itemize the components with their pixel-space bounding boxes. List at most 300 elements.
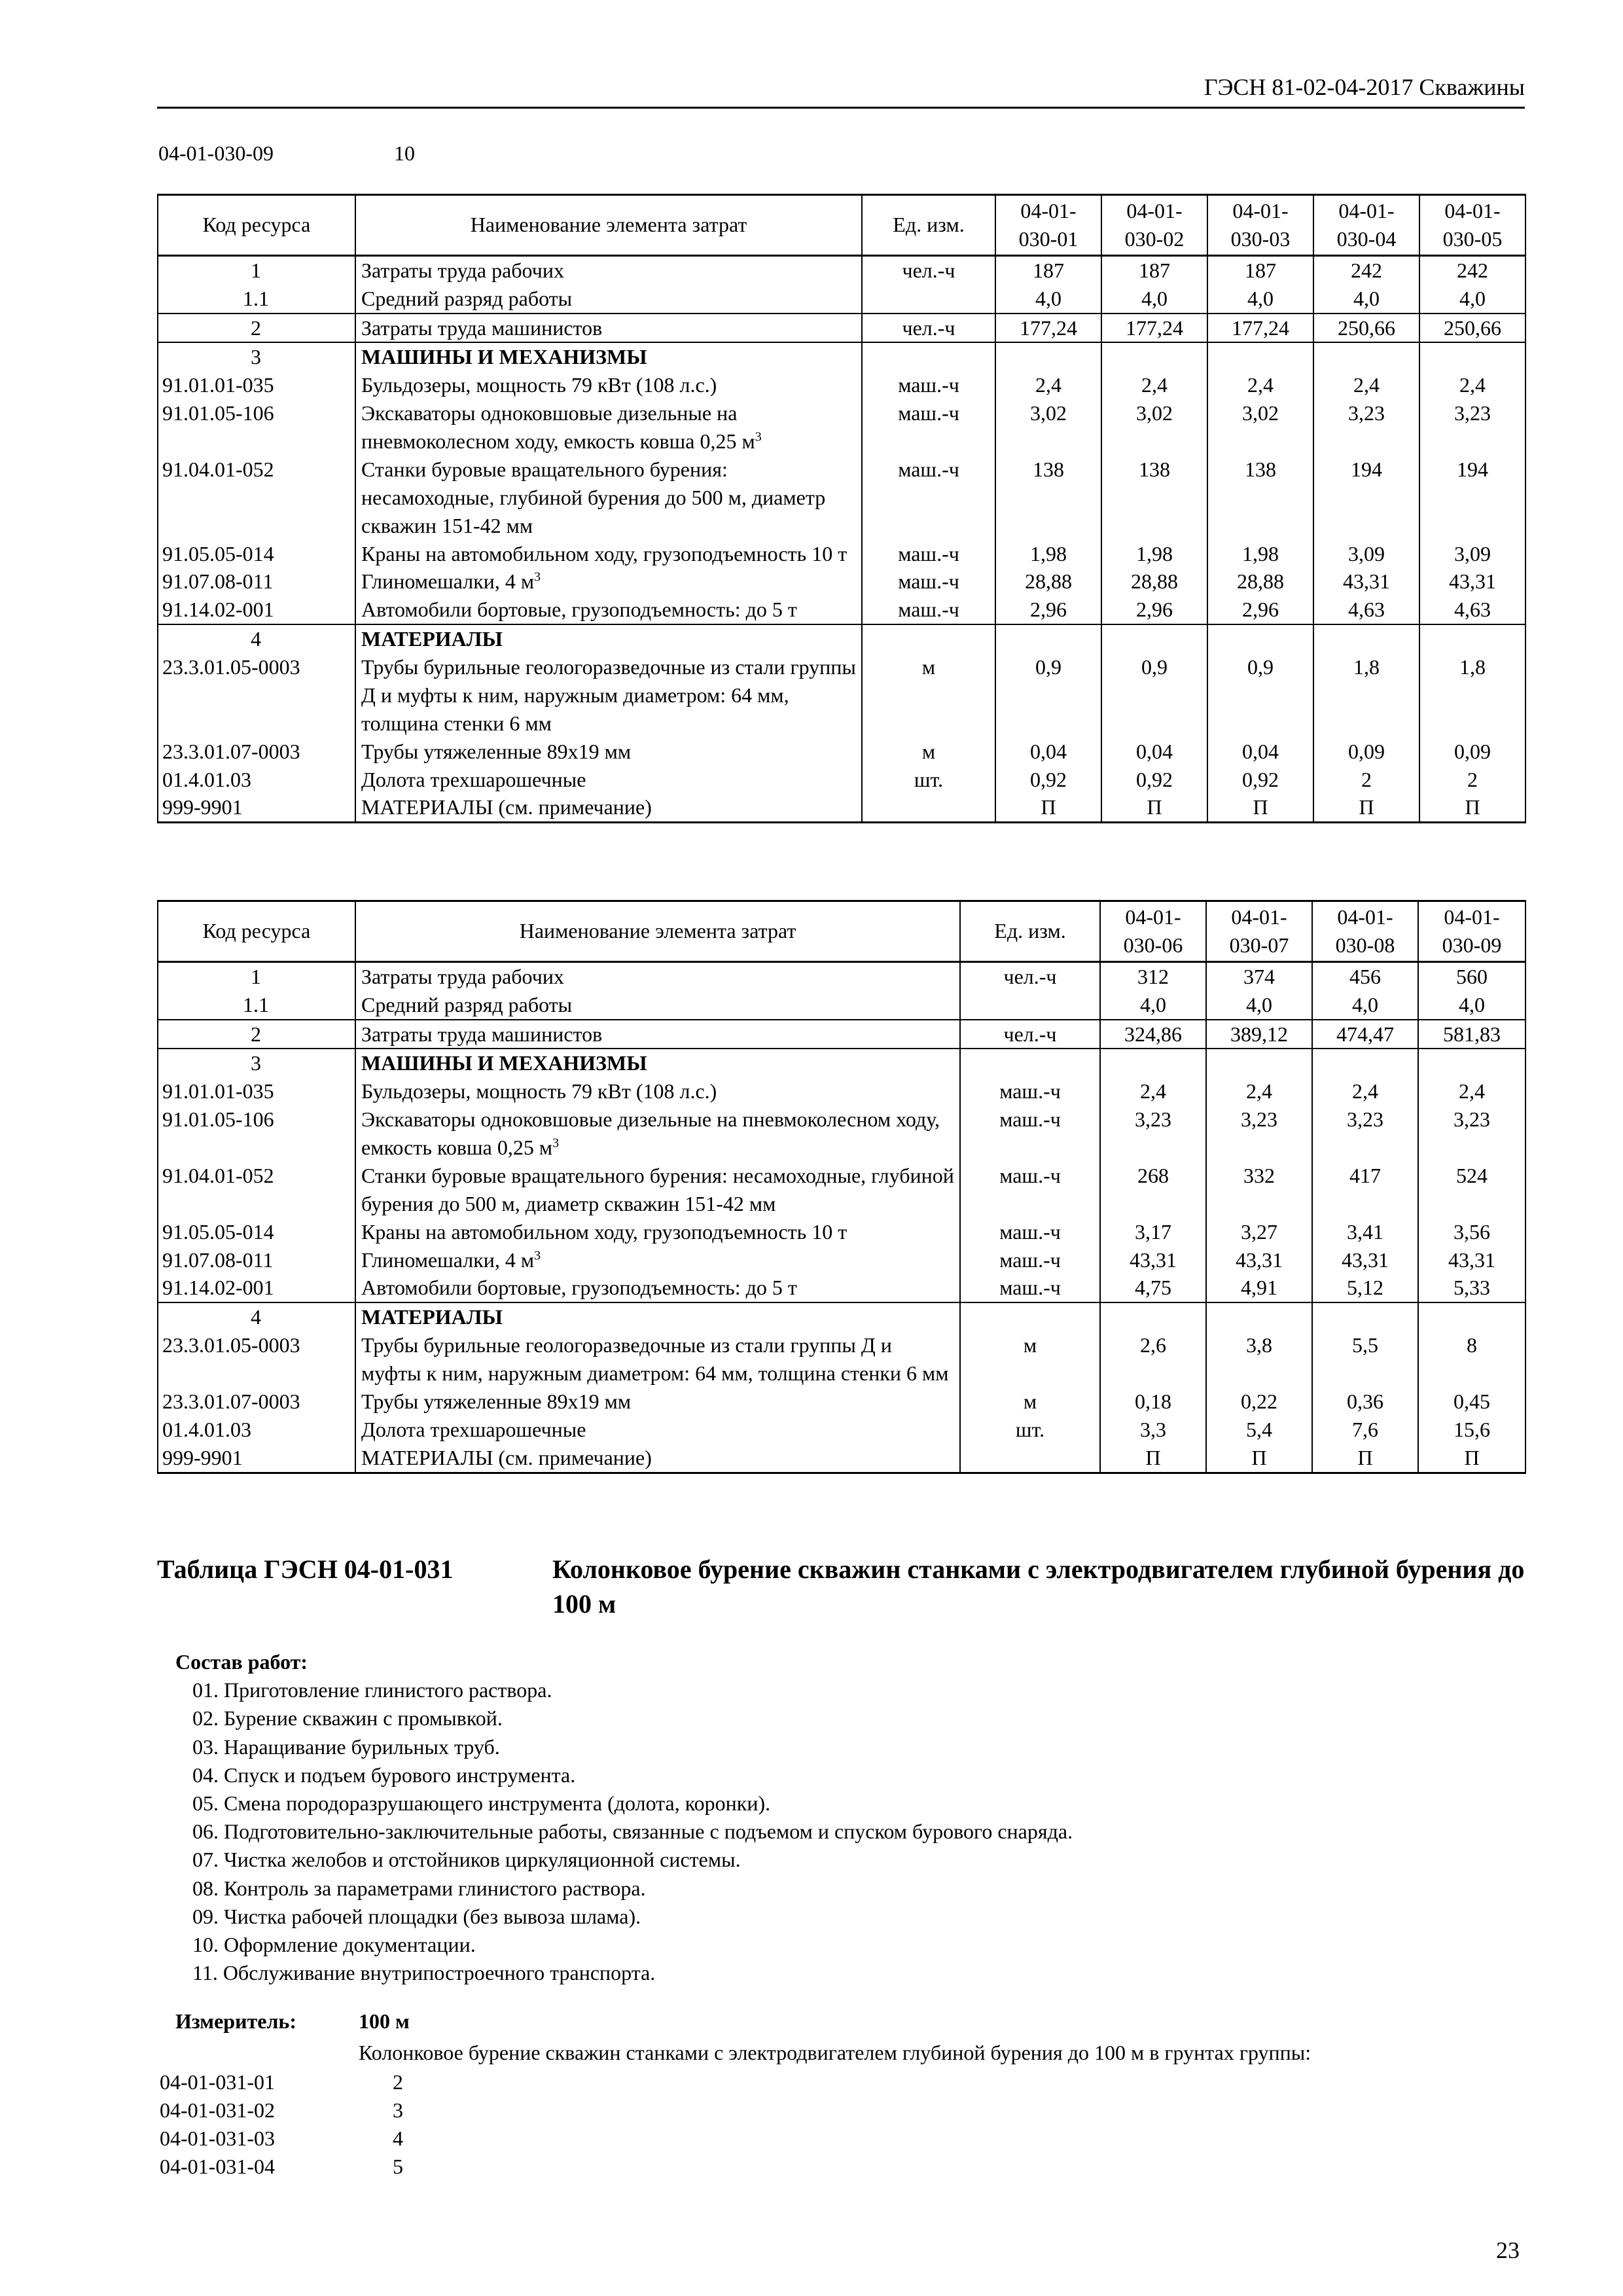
resource-code: 91.01.01-035 — [158, 1077, 355, 1105]
unit-cell: чел.-ч — [862, 314, 995, 343]
value-cell — [995, 342, 1101, 371]
value-cell — [1418, 1302, 1525, 1331]
table-row — [158, 342, 1525, 371]
value-cell: 3,09 — [1313, 540, 1419, 568]
value-cell: 3,23 — [1312, 1105, 1418, 1162]
value-cell: 28,88 — [995, 567, 1101, 596]
unit-cell: маш.-ч — [960, 1105, 1100, 1162]
resource-code: 23.3.01.05-0003 — [158, 1331, 355, 1388]
table-row — [158, 653, 1525, 738]
value-cell — [1206, 1302, 1312, 1331]
value-cell: 3,23 — [1419, 399, 1525, 456]
value-cell: 2 — [1313, 766, 1419, 794]
resource-code: 91.04.01-052 — [158, 1162, 355, 1218]
value-cell — [1419, 624, 1525, 653]
header-col: 04-01- 030-07 — [1206, 901, 1312, 962]
table-row — [158, 285, 1525, 314]
value-cell — [995, 624, 1101, 653]
value-cell: 324,86 — [1100, 1020, 1206, 1049]
value-cell: 43,31 — [1418, 1246, 1525, 1274]
value-cell: 2,4 — [1418, 1077, 1525, 1105]
variant-code: 04-01-031-01 — [160, 2070, 275, 2094]
resource-name: Станки буровые вращательного бурения: несамоходные, глубиной бурения до 500 м, диаметр скважин 151-42 мм — [355, 456, 862, 540]
unit-cell — [960, 1049, 1100, 1077]
value-cell: 177,24 — [995, 314, 1101, 343]
table-row — [158, 1049, 1525, 1077]
table-row — [158, 1302, 1525, 1331]
table-row — [158, 1162, 1525, 1218]
table-row — [158, 738, 1525, 766]
resource-name: Автомобили бортовые, грузоподъемность: до 5 т — [355, 596, 862, 624]
value-cell: 28,88 — [1101, 567, 1207, 596]
resource-code: 91.04.01-052 — [158, 456, 355, 540]
value-cell: 3,8 — [1206, 1331, 1312, 1388]
resource-name: МАТЕРИАЛЫ — [355, 1302, 960, 1331]
resource-code: 91.01.05-106 — [158, 1105, 355, 1162]
value-cell: 374 — [1206, 961, 1312, 990]
resource-name: Средний разряд работы — [355, 285, 862, 314]
value-cell: 7,6 — [1312, 1416, 1418, 1444]
value-cell: 2,4 — [1312, 1077, 1418, 1105]
resource-name: Затраты труда машинистов — [355, 1020, 960, 1049]
value-cell: 332 — [1206, 1162, 1312, 1218]
resource-code: 91.14.02-001 — [158, 596, 355, 624]
table-row — [158, 540, 1525, 568]
resource-name: МАШИНЫ И МЕХАНИЗМЫ — [355, 1049, 960, 1077]
value-cell — [1101, 342, 1207, 371]
resource-name: Средний разряд работы — [355, 991, 960, 1020]
resource-code: 01.4.01.03 — [158, 1416, 355, 1444]
value-cell — [1313, 624, 1419, 653]
work-item: 10. Оформление документации. — [192, 1932, 476, 1956]
resource-table-1 — [157, 194, 1526, 823]
value-cell: 2,96 — [1101, 596, 1207, 624]
resource-code: 4 — [158, 1302, 355, 1331]
value-cell: 138 — [1101, 456, 1207, 540]
work-list — [175, 1676, 1073, 1987]
table-row — [158, 1105, 1525, 1162]
value-cell: 3,27 — [1206, 1218, 1312, 1246]
resource-code: 999-9901 — [158, 1444, 355, 1473]
value-cell: 560 — [1418, 961, 1525, 990]
value-cell: 2,4 — [1100, 1077, 1206, 1105]
value-cell: 2,6 — [1100, 1331, 1206, 1388]
value-cell — [1100, 1302, 1206, 1331]
value-cell: 3,02 — [995, 399, 1101, 456]
value-cell: 581,83 — [1418, 1020, 1525, 1049]
unit-cell: маш.-ч — [862, 596, 995, 624]
table-row — [158, 793, 1525, 822]
unit-cell: маш.-ч — [960, 1218, 1100, 1246]
unit-cell — [862, 624, 995, 653]
value-cell: 456 — [1312, 961, 1418, 990]
table-row — [158, 255, 1525, 284]
value-cell: 43,31 — [1312, 1246, 1418, 1274]
work-item: 03. Наращивание бурильных труб. — [192, 1734, 500, 1759]
value-cell: 138 — [1207, 456, 1313, 540]
value-cell: 177,24 — [1101, 314, 1207, 343]
value-cell: 3,56 — [1418, 1218, 1525, 1246]
unit-cell: м — [960, 1331, 1100, 1388]
table-row — [158, 991, 1525, 1020]
header-code: Код ресурса — [158, 195, 355, 256]
value-cell: 389,12 — [1206, 1020, 1312, 1049]
resource-name: Глиномешалки, 4 $м^3$ — [355, 1246, 960, 1274]
header-col: 04-01- 030-05 — [1419, 195, 1525, 256]
header-unit: Ед. изм. — [960, 901, 1100, 962]
table-row — [158, 1388, 1525, 1416]
continuation-value: 10 — [394, 141, 415, 165]
value-cell: 268 — [1100, 1162, 1206, 1218]
unit-cell — [960, 991, 1100, 1020]
unit-cell: маш.-ч — [960, 1162, 1100, 1218]
value-cell — [1207, 624, 1313, 653]
work-item: 07. Чистка желобов и отстойников циркуляционной системы. — [192, 1848, 741, 1872]
unit-cell — [960, 1444, 1100, 1473]
resource-name: Краны на автомобильном ходу, грузоподъемность 10 т — [355, 1218, 960, 1246]
resource-name: Глиномешалки, 4 $м^3$ — [355, 567, 862, 596]
resource-name: Затраты труда машинистов — [355, 314, 862, 343]
work-item: 09. Чистка рабочей площадки (без вывоза шлама). — [192, 1904, 641, 1928]
table-row — [158, 624, 1525, 653]
unit-cell: маш.-ч — [862, 567, 995, 596]
value-cell: 0,92 — [1207, 766, 1313, 794]
resource-code: 1.1 — [158, 285, 355, 314]
value-cell: П — [1312, 1444, 1418, 1473]
value-cell — [1206, 1049, 1312, 1077]
table-row — [158, 766, 1525, 794]
value-cell: 5,33 — [1418, 1274, 1525, 1302]
resource-code: 4 — [158, 624, 355, 653]
value-cell: 43,31 — [1206, 1246, 1312, 1274]
value-cell: 2,96 — [1207, 596, 1313, 624]
value-cell: 0,9 — [1101, 653, 1207, 738]
value-cell: П — [1100, 1444, 1206, 1473]
resource-code: 01.4.01.03 — [158, 766, 355, 794]
resource-code: 91.07.08-011 — [158, 1246, 355, 1274]
value-cell: 194 — [1419, 456, 1525, 540]
value-cell: 43,31 — [1419, 567, 1525, 596]
table-row — [158, 1077, 1525, 1105]
resource-name: Трубы бурильные геологоразведочные из стали группы Д и муфты к ним, наружным диаметром: 64 мм, толщина стенки 6 мм — [355, 653, 862, 738]
value-cell — [1313, 342, 1419, 371]
value-cell: 3,3 — [1100, 1416, 1206, 1444]
value-cell: 43,31 — [1100, 1246, 1206, 1274]
meter-description: Колонковое бурение скважин станками с электродвигателем глубиной бурения до 100 м в грунтах группы: — [359, 2041, 1311, 2064]
value-cell: 8 — [1418, 1331, 1525, 1388]
unit-cell: маш.-ч — [960, 1274, 1100, 1302]
resource-name: МАТЕРИАЛЫ (см. примечание) — [355, 1444, 960, 1473]
meter-value: 100 м — [359, 2009, 410, 2033]
value-cell: 28,88 — [1207, 567, 1313, 596]
value-cell: 0,9 — [1207, 653, 1313, 738]
resource-code: 2 — [158, 1020, 355, 1049]
table-caption-title: Колонковое бурение скважин станками с электродвигателем глубиной бурения до 100 м — [552, 1554, 1525, 1619]
resource-code: 3 — [158, 342, 355, 371]
resource-code: 91.05.05-014 — [158, 1218, 355, 1246]
value-cell: 242 — [1313, 255, 1419, 284]
value-cell — [1418, 1049, 1525, 1077]
resource-code: 91.01.01-035 — [158, 371, 355, 399]
value-cell: 0,92 — [1101, 766, 1207, 794]
resource-name: Экскаваторы одноковшовые дизельные на пневмоколесном ходу, емкость ковша 0,25 $м^3$ — [355, 399, 862, 456]
value-cell: 2,4 — [1206, 1077, 1312, 1105]
header-col: 04-01- 030-03 — [1207, 195, 1313, 256]
value-cell: 417 — [1312, 1162, 1418, 1218]
variant-group: 5 — [393, 2155, 403, 2178]
table-row — [158, 1218, 1525, 1246]
unit-cell: шт. — [960, 1416, 1100, 1444]
table-row — [158, 1246, 1525, 1274]
table-row — [158, 456, 1525, 540]
value-cell: 4,0 — [1313, 285, 1419, 314]
resource-name: МАТЕРИАЛЫ — [355, 624, 862, 653]
value-cell: 3,41 — [1312, 1218, 1418, 1246]
value-cell: 4,63 — [1419, 596, 1525, 624]
unit-cell: чел.-ч — [862, 255, 995, 284]
value-cell: 2,4 — [1419, 371, 1525, 399]
value-cell: 187 — [1207, 255, 1313, 284]
value-cell: 3,23 — [1206, 1105, 1312, 1162]
work-item: 05. Смена породоразрушающего инструмента (долота, коронки). — [192, 1791, 771, 1815]
value-cell: 4,0 — [1207, 285, 1313, 314]
value-cell: 3,02 — [1207, 399, 1313, 456]
value-cell: П — [1207, 793, 1313, 822]
value-cell: 4,0 — [995, 285, 1101, 314]
resource-name: Экскаваторы одноковшовые дизельные на пневмоколесном ходу, емкость ковша 0,25 $м^3$ — [355, 1105, 960, 1162]
work-item: 11. Обслуживание внутрипостроечного транспорта. — [192, 1961, 656, 1985]
resource-code: 91.07.08-011 — [158, 567, 355, 596]
value-cell: 1,98 — [995, 540, 1101, 568]
resource-code: 1 — [158, 255, 355, 284]
header-code: Код ресурса — [158, 901, 355, 962]
resource-code: 3 — [158, 1049, 355, 1077]
value-cell: П — [995, 793, 1101, 822]
work-item: 01. Приготовление глинистого раствора. — [192, 1678, 552, 1702]
table-row — [158, 1416, 1525, 1444]
value-cell — [1207, 342, 1313, 371]
value-cell: 250,66 — [1419, 314, 1525, 343]
value-cell: П — [1313, 793, 1419, 822]
value-cell: 1,98 — [1101, 540, 1207, 568]
table-row — [158, 1331, 1525, 1388]
value-cell: 242 — [1419, 255, 1525, 284]
value-cell — [1419, 342, 1525, 371]
value-cell — [1312, 1049, 1418, 1077]
value-cell: 0,92 — [995, 766, 1101, 794]
resource-name: Долота трехшарошечные — [355, 766, 862, 794]
value-cell: 0,36 — [1312, 1388, 1418, 1416]
value-cell: 4,0 — [1206, 991, 1312, 1020]
value-cell: 5,4 — [1206, 1416, 1312, 1444]
resource-code: 91.01.05-106 — [158, 399, 355, 456]
value-cell: 2,4 — [1207, 371, 1313, 399]
table-row — [158, 1444, 1525, 1473]
value-cell: 4,0 — [1312, 991, 1418, 1020]
meter-label: Измеритель: — [175, 2009, 296, 2033]
resource-name: Долота трехшарошечные — [355, 1416, 960, 1444]
unit-cell: маш.-ч — [862, 399, 995, 456]
unit-cell: чел.-ч — [960, 961, 1100, 990]
resource-code: 91.05.05-014 — [158, 540, 355, 568]
value-cell: 0,9 — [995, 653, 1101, 738]
value-cell: 177,24 — [1207, 314, 1313, 343]
header-name: Наименование элемента затрат — [355, 195, 862, 256]
value-cell: 250,66 — [1313, 314, 1419, 343]
value-cell: 2,4 — [1101, 371, 1207, 399]
value-cell: 5,12 — [1312, 1274, 1418, 1302]
table-row — [158, 567, 1525, 596]
resource-name: Бульдозеры, мощность 79 кВт (108 л.с.) — [355, 371, 862, 399]
value-cell — [1100, 1049, 1206, 1077]
value-cell: 194 — [1313, 456, 1419, 540]
header-col: 04-01- 030-09 — [1418, 901, 1525, 962]
value-cell: 2,96 — [995, 596, 1101, 624]
value-cell: 0,09 — [1313, 738, 1419, 766]
value-cell: 0,04 — [1207, 738, 1313, 766]
resource-name: МАТЕРИАЛЫ (см. примечание) — [355, 793, 862, 822]
value-cell: 3,17 — [1100, 1218, 1206, 1246]
value-cell: 4,63 — [1313, 596, 1419, 624]
value-cell: 3,23 — [1100, 1105, 1206, 1162]
unit-cell — [862, 793, 995, 822]
value-cell: 3,02 — [1101, 399, 1207, 456]
variant-code: 04-01-031-03 — [160, 2126, 275, 2150]
resource-code: 999-9901 — [158, 793, 355, 822]
table-caption-label: Таблица ГЭСН 04-01-031 — [157, 1554, 454, 1584]
value-cell: 0,22 — [1206, 1388, 1312, 1416]
variant-group: 2 — [393, 2070, 403, 2094]
table-row — [158, 1274, 1525, 1302]
resource-code: 23.3.01.07-0003 — [158, 1388, 355, 1416]
value-cell: 474,47 — [1312, 1020, 1418, 1049]
resource-table-2 — [157, 900, 1526, 1474]
page-number: 23 — [1496, 2237, 1520, 2263]
work-item: 04. Спуск и подъем бурового инструмента. — [192, 1763, 576, 1787]
resource-code: 1.1 — [158, 991, 355, 1020]
unit-cell: маш.-ч — [960, 1246, 1100, 1274]
table-row — [158, 399, 1525, 456]
value-cell: 187 — [1101, 255, 1207, 284]
table-row — [158, 314, 1525, 343]
resource-name: Автомобили бортовые, грузоподъемность: до 5 т — [355, 1274, 960, 1302]
value-cell: 4,0 — [1100, 991, 1206, 1020]
resource-name: Бульдозеры, мощность 79 кВт (108 л.с.) — [355, 1077, 960, 1105]
work-composition-title: Состав работ: — [175, 1650, 308, 1674]
value-cell: П — [1418, 1444, 1525, 1473]
value-cell: 4,0 — [1419, 285, 1525, 314]
value-cell: 5,5 — [1312, 1331, 1418, 1388]
value-cell: 15,6 — [1418, 1416, 1525, 1444]
value-cell: 138 — [995, 456, 1101, 540]
header-col: 04-01- 030-02 — [1101, 195, 1207, 256]
value-cell: 0,09 — [1419, 738, 1525, 766]
header-col: 04-01- 030-08 — [1312, 901, 1418, 962]
value-cell: 0,45 — [1418, 1388, 1525, 1416]
unit-cell: маш.-ч — [862, 456, 995, 540]
value-cell: 3,23 — [1313, 399, 1419, 456]
value-cell: П — [1206, 1444, 1312, 1473]
table-row — [158, 1020, 1525, 1049]
work-composition — [175, 1648, 1073, 1987]
unit-cell: шт. — [862, 766, 995, 794]
unit-cell: чел.-ч — [960, 1020, 1100, 1049]
work-item: 08. Контроль за параметрами глинистого раствора. — [192, 1876, 646, 1900]
value-cell: П — [1419, 793, 1525, 822]
value-cell: 1,8 — [1419, 653, 1525, 738]
resource-name: МАШИНЫ И МЕХАНИЗМЫ — [355, 342, 862, 371]
unit-cell: маш.-ч — [960, 1077, 1100, 1105]
value-cell — [1101, 624, 1207, 653]
value-cell: 4,0 — [1418, 991, 1525, 1020]
resource-name: Трубы утяжеленные 89х19 мм — [355, 1388, 960, 1416]
value-cell: 0,04 — [995, 738, 1101, 766]
table-header-row — [158, 195, 1525, 256]
resource-name: Затраты труда рабочих — [355, 961, 960, 990]
value-cell: 1,98 — [1207, 540, 1313, 568]
continuation-code-line — [158, 140, 415, 168]
header-col: 04-01- 030-06 — [1100, 901, 1206, 962]
resource-code: 1 — [158, 961, 355, 990]
work-item: 06. Подготовительно-заключительные работы, связанные с подъемом и спуском бурового снаряда. — [192, 1820, 1073, 1844]
resource-name: Трубы утяжеленные 89х19 мм — [355, 738, 862, 766]
value-cell: 187 — [995, 255, 1101, 284]
meter-line — [175, 2008, 410, 2036]
value-cell: 4,91 — [1206, 1274, 1312, 1302]
unit-cell: м — [862, 653, 995, 738]
unit-cell — [960, 1302, 1100, 1331]
table-row — [158, 961, 1525, 990]
variant-group: 3 — [393, 2098, 403, 2122]
value-cell: 43,31 — [1313, 567, 1419, 596]
unit-cell — [862, 285, 995, 314]
unit-cell: маш.-ч — [862, 371, 995, 399]
value-cell: 4,0 — [1101, 285, 1207, 314]
unit-cell: маш.-ч — [862, 540, 995, 568]
resource-name: Затраты труда рабочих — [355, 255, 862, 284]
value-cell: 312 — [1100, 961, 1206, 990]
table-row — [158, 371, 1525, 399]
variant-code: 04-01-031-02 — [160, 2098, 275, 2122]
work-item: 02. Бурение скважин с промывкой. — [192, 1706, 503, 1731]
resource-code: 23.3.01.05-0003 — [158, 653, 355, 738]
unit-cell: м — [960, 1388, 1100, 1416]
resource-name: Станки буровые вращательного бурения: несамоходные, глубиной бурения до 500 м, диаметр скважин 151-42 мм — [355, 1162, 960, 1218]
value-cell: 1,8 — [1313, 653, 1419, 738]
unit-cell: м — [862, 738, 995, 766]
header-rule — [157, 107, 1525, 109]
resource-name: Краны на автомобильном ходу, грузоподъемность 10 т — [355, 540, 862, 568]
value-cell: П — [1101, 793, 1207, 822]
value-cell: 4,75 — [1100, 1274, 1206, 1302]
variant-code: 04-01-031-04 — [160, 2155, 275, 2178]
value-cell: 524 — [1418, 1162, 1525, 1218]
header-name: Наименование элемента затрат — [355, 901, 960, 962]
value-cell: 0,04 — [1101, 738, 1207, 766]
value-cell: 2,4 — [995, 371, 1101, 399]
value-cell: 3,09 — [1419, 540, 1525, 568]
value-cell: 0,18 — [1100, 1388, 1206, 1416]
value-cell: 2,4 — [1313, 371, 1419, 399]
resource-code: 23.3.01.07-0003 — [158, 738, 355, 766]
continuation-code: 04-01-030-09 — [158, 141, 274, 165]
value-cell: 3,23 — [1418, 1105, 1525, 1162]
variant-group: 4 — [393, 2126, 403, 2150]
header-unit: Ед. изм. — [862, 195, 995, 256]
unit-cell — [862, 342, 995, 371]
value-cell: 2 — [1419, 766, 1525, 794]
resource-name: Трубы бурильные геологоразведочные из стали группы Д и муфты к ним, наружным диаметром: 64 мм, толщина стенки 6 мм — [355, 1331, 960, 1388]
